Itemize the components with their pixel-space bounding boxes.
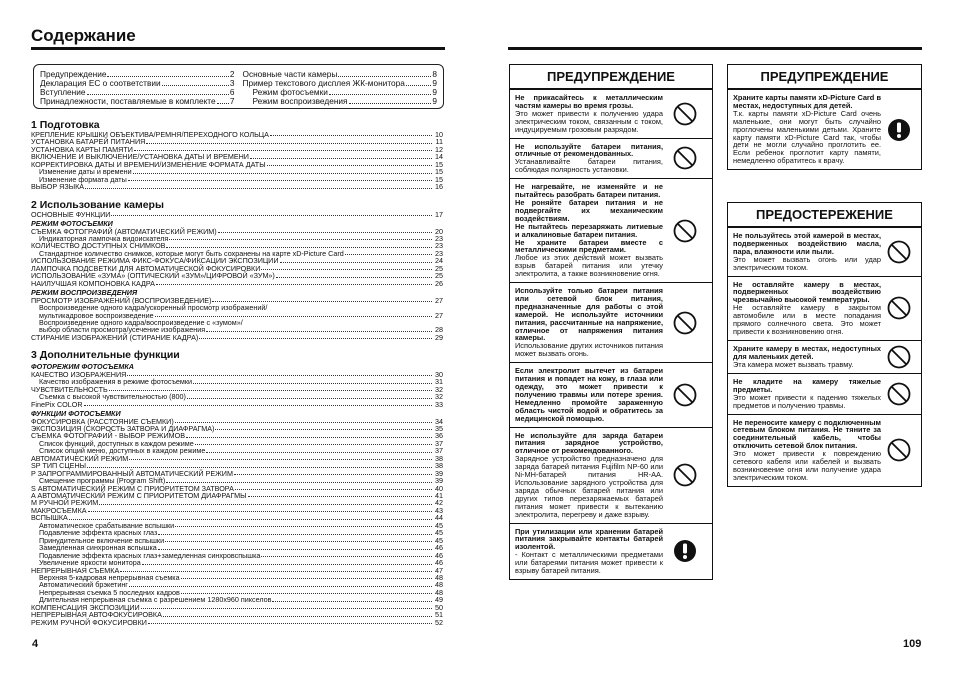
toc-entry-label: S АВТОМАТИЧЕСКИЙ РЕЖИМ С ПРИОРИТЕТОМ ЗАТВОРА xyxy=(31,483,234,493)
dot-leader xyxy=(146,138,432,143)
toc-entry-page: 30 xyxy=(435,369,443,379)
prohibited-icon xyxy=(663,463,707,487)
toc-entry-page: 48 xyxy=(435,587,443,597)
toc-entry-label: Основные части камеры xyxy=(242,69,338,79)
toc-entry-page: 17 xyxy=(435,209,443,219)
exclamation-icon xyxy=(663,539,707,563)
toc-entry-label: АВТОМАТИЧЕСКИЙ РЕЖИМ xyxy=(31,453,129,463)
warning-description: Это может привести к падению тяжелых предметов и получению травмы. xyxy=(733,392,881,410)
dot-leader xyxy=(165,537,432,542)
toc-entry-page: 23 xyxy=(435,233,443,243)
toc-entry-page: 26 xyxy=(435,278,443,288)
toc-entry-label: ВКЛЮЧЕНИЕ И ВЫКЛЮЧЕНИЕ/УСТАНОВКА ДАТЫ И ВРЕМЕНИ xyxy=(31,152,249,162)
toc-entry-page: 37 xyxy=(435,446,443,456)
warning-description: Т.к. карты памяти xD-Picture Card очень маленькие, они могут быть случайно проглочены маленькими детьми. Храните карту памяти xD-Picture Card так, чтобы дети не могли случайно проглотить ее. Если ребенок проглотит карту памяти, немедленно обратитесь к врачу. xyxy=(733,108,881,166)
warning-text xyxy=(515,94,663,134)
toc-entry-label: Подавление эффекта красных глаз xyxy=(39,528,158,538)
toc-entry-page: 40 xyxy=(435,483,443,493)
warning-item xyxy=(510,362,712,426)
dot-leader xyxy=(195,440,432,445)
warning-text xyxy=(515,287,663,358)
toc-entry-label: Список функций, доступных в каждом режиме xyxy=(39,438,194,448)
toc-entry-label: СЪЕМКА ФОТОГРАФИЙ (АВТОМАТИЧЕСКИЙ РЕЖИМ) xyxy=(31,226,217,236)
warning-item xyxy=(728,340,921,373)
exclamation-icon xyxy=(881,118,916,142)
toc-entry-label: Съемка с высокой чувствительностью (800) xyxy=(39,392,186,402)
dot-leader xyxy=(155,312,432,317)
dot-leader xyxy=(206,447,432,452)
warning-description: - Контакт с металлическими предметами или батареями питания может привести к взрыву батарей питания. xyxy=(515,550,663,576)
toc-entry-label: ЭКСПОЗИЦИЯ (СКОРОСТЬ ЗАТВОРА И ДИАФРАГМА) xyxy=(31,423,215,433)
toc-entry-label: Увеличение яркости монитора xyxy=(39,558,141,568)
dot-leader xyxy=(141,604,432,609)
toc-entry-label: КАЧЕСТВО ИЗОБРАЖЕНИЯ xyxy=(31,369,127,379)
toc-entry-label: КОРРЕКТИРОВКА ДАТЫ И ВРЕМЕНИ/ИЗМЕНЕНИЕ ФОРМАТА ДАТЫ xyxy=(31,159,266,169)
prohibited-icon xyxy=(663,311,707,335)
dot-leader xyxy=(163,611,432,616)
toc-entry-label: ЛАМПОЧКА ПОДСВЕТКИ ДЛЯ АВТОМАТИЧЕСКОЙ ФОКУСИРОВКИ xyxy=(31,263,261,273)
toc-entry-page: 6 xyxy=(229,87,235,97)
dot-leader xyxy=(158,529,432,534)
warning-item xyxy=(510,523,712,579)
page-number-left: 4 xyxy=(32,638,39,650)
prohibited-icon xyxy=(663,383,707,407)
section-heading: 3 Дополнительные функции xyxy=(31,349,180,362)
dot-leader xyxy=(87,88,229,95)
box-title: ПРЕДОСТЕРЕЖЕНИЕ xyxy=(728,203,921,227)
toc-entry-page: 28 xyxy=(435,325,443,335)
prohibited-icon xyxy=(663,102,707,126)
warning-heading: Не прикасайтесь к металлическим частям камеры во время грозы. xyxy=(515,93,663,110)
dot-leader xyxy=(217,97,229,104)
toc-entry-label: Принадлежности, поставляемые в комплекте xyxy=(40,96,216,106)
warning-text xyxy=(733,94,881,165)
warning-description: Это может привести к получению удара электрическим током, связанным с током, индуцируемым грозовым разрядом. xyxy=(515,108,663,134)
dot-leader xyxy=(276,272,432,277)
toc-section xyxy=(31,199,443,342)
section-heading: 2 Использование камеры xyxy=(31,198,164,211)
dot-leader xyxy=(267,161,432,166)
toc-entry-page: 39 xyxy=(435,476,443,486)
warning-item xyxy=(728,89,921,169)
dot-leader xyxy=(234,470,432,475)
toc-entry[interactable] xyxy=(31,507,443,514)
dot-leader xyxy=(218,228,432,233)
toc-entry-page: 45 xyxy=(435,528,443,538)
toc-entry-label: M РУЧНОЙ РЕЖИМ xyxy=(31,498,99,508)
toc-entry-page: 52 xyxy=(435,617,443,627)
toc-entry-page: 46 xyxy=(435,543,443,553)
toc-entry-page: 36 xyxy=(435,431,443,441)
toc-entry-page: 20 xyxy=(435,226,443,236)
toc-entry-label: УСТАНОВКА КАРТЫ ПАМЯТИ xyxy=(31,144,133,154)
toc-entry-label: Качество изображения в режиме фотосъемки xyxy=(39,377,193,387)
dot-leader xyxy=(84,401,432,406)
toc-entry-label: КОМПЕНСАЦИЯ ЭКСПОЗИЦИИ xyxy=(31,602,140,612)
warning-heading: Не пытайтесь перезаряжать литиевые и алкалиновые батареи питания. xyxy=(515,221,663,239)
toc-entry-page: 23 xyxy=(435,241,443,251)
toc-entry-page: 12 xyxy=(435,144,443,154)
dot-leader xyxy=(166,477,432,482)
warning-heading: Не кладите на камеру тяжелые предметы. xyxy=(733,376,881,394)
toc-entry-label: НЕПРЕРЫВНАЯ СЪЕМКА xyxy=(31,565,120,575)
prohibited-icon xyxy=(881,240,916,264)
dot-leader xyxy=(406,79,432,86)
dot-leader xyxy=(193,378,432,383)
toc-entry-label: МАКРОСЪЕМКА xyxy=(31,505,87,515)
warning-heading: При утилизации или хранении батарей питания закрывайте контакты батарей изолентой. xyxy=(515,526,663,552)
toc-entry-label: ВЫБОР ЯЗЫКА xyxy=(31,182,85,192)
toc-entry[interactable] xyxy=(31,176,443,183)
warning-text xyxy=(515,367,663,422)
intro-column-left xyxy=(40,70,235,108)
toc-entry-page: 7 xyxy=(229,96,235,106)
toc-entry-label: FinePix COLOR xyxy=(31,399,83,409)
dot-leader xyxy=(270,131,432,136)
toc-entry-label: Замедленная синхронная вспышка xyxy=(39,543,157,553)
toc-entry-label: РЕЖИМ РУЧНОЙ ФОКУСИРОВКИ xyxy=(31,617,147,627)
toc-entry-label: выбор области просмотра/усечение изображения xyxy=(39,325,206,335)
toc-entry-page: 25 xyxy=(435,271,443,281)
warning-heading: Не нагревайте, не изменяйте и не пытайтесь разобрать батареи питания. xyxy=(515,182,663,200)
toc-entry-label: ФУНКЦИИ ФОТОСЪЕМКИ xyxy=(31,409,121,419)
toc-entry-label: ФОКУСИРОВКА (РАССТОЯНИЕ СЪЕМКИ) xyxy=(31,416,174,426)
prohibited-icon xyxy=(881,345,916,369)
toc-entry-label: Непрерывная съемка 5 последних кадров xyxy=(39,587,180,597)
prohibited-icon xyxy=(881,438,916,462)
toc-entry-label: ОСНОВНЫЕ ФУНКЦИИ xyxy=(31,209,111,219)
toc-entry[interactable] xyxy=(31,455,443,462)
warning-text xyxy=(733,419,881,482)
intro-toc-box xyxy=(33,64,444,109)
toc-entry-label: РЕЖИМ ФОТОСЪЕМКИ xyxy=(31,219,113,229)
dot-leader xyxy=(338,70,431,77)
toc-entry-label: ИСПОЛЬЗОВАНИЕ «ЗУМА» (ОПТИЧЕСКИЙ «ЗУМ»/ЦИФРОВОЙ «ЗУМ») xyxy=(31,271,275,281)
toc-entry-label: ВСПЫШКА xyxy=(31,513,68,523)
warning-heading: Не храните батареи вместе с металлическими предметами. xyxy=(515,237,663,255)
warning-description: Зарядное устройство предназначено для заряда батарей питания Fujifilm NP-60 или Ni-MH-батарей питания HR-AA. Использование зарядного устройства для заряда обычных батарей питания или других типов перезаряжаемых батарей питания может привести к вытеканию электролита, перегреву и даже взрыву. xyxy=(515,454,663,519)
toc-entry-page: 32 xyxy=(435,384,443,394)
dot-leader xyxy=(345,250,432,255)
toc-entry[interactable] xyxy=(31,334,443,341)
toc-entry-page: 15 xyxy=(435,174,443,184)
intro-column-right xyxy=(243,70,438,108)
toc-entry-label: Изменение формата даты xyxy=(39,174,127,184)
warning-heading: Храните карты памяти xD-Picture Card в местах, недоступных для детей. xyxy=(733,93,881,110)
dot-leader xyxy=(186,432,432,437)
box-title: ПРЕДУПРЕЖДЕНИЕ xyxy=(728,65,921,89)
toc-entry-label: Предупреждение xyxy=(40,69,107,79)
toc-entry-page: 38 xyxy=(435,461,443,471)
toc-entry-label: ИСПОЛЬЗОВАНИЕ РЕЖИМА ФИКС-ФОКУСА/ФИКСАЦИИ ЭКСПОЗИЦИИ xyxy=(31,256,279,266)
toc-entry-page: 44 xyxy=(435,513,443,523)
toc-entry-label: Режим воспроизведения xyxy=(252,96,348,106)
prohibited-icon xyxy=(663,146,707,170)
toc-entry-page: 38 xyxy=(435,453,443,463)
toc-entry[interactable] xyxy=(31,211,443,218)
dot-leader xyxy=(156,280,432,285)
dot-leader xyxy=(272,596,432,601)
dot-leader xyxy=(158,544,432,549)
toc-entry[interactable] xyxy=(31,499,443,506)
warning-text xyxy=(733,345,881,369)
toc-entry-label: Пример текстового дисплея ЖК-монитора xyxy=(242,78,405,88)
toc-entry-label: Стандартное количество снимков, которые могут быть сохранены на карте xD-Picture Card xyxy=(39,248,344,258)
warning-heading: Не используйте для заряда батареи питания зарядное устройство, отличное от рекомендованного. xyxy=(515,430,663,456)
toc-entry[interactable] xyxy=(40,97,235,106)
toc-entry[interactable] xyxy=(31,393,443,400)
dot-leader xyxy=(175,418,432,423)
dot-leader xyxy=(107,70,228,77)
toc-entry-label: Верхняя 5-кадровая непрерывная съемка xyxy=(39,573,180,583)
toc-entry-page: 23 xyxy=(435,248,443,258)
dot-leader xyxy=(248,492,432,497)
toc-entry-page: 29 xyxy=(435,332,443,342)
dot-leader xyxy=(134,146,432,151)
toc-section xyxy=(31,349,443,626)
dot-leader xyxy=(69,514,432,519)
toc-entry-page: 8 xyxy=(432,69,437,79)
toc-entry[interactable] xyxy=(31,183,443,190)
toc-entry-page: 48 xyxy=(435,580,443,590)
toc-entry-page: 9 xyxy=(432,96,437,106)
warning-box-batteries xyxy=(509,64,713,580)
warning-item xyxy=(510,178,712,282)
toc-entry[interactable] xyxy=(243,97,438,106)
warning-text xyxy=(515,528,663,575)
dot-leader xyxy=(280,257,432,262)
warning-item xyxy=(510,282,712,362)
page-title: Содержание xyxy=(31,26,136,45)
dot-leader xyxy=(128,176,432,181)
dot-leader xyxy=(215,425,432,430)
toc-entry-label: SP ТИП СЦЕНЫ xyxy=(31,461,87,471)
dot-leader xyxy=(329,88,431,95)
dot-leader xyxy=(166,242,432,247)
dot-leader xyxy=(169,235,432,240)
toc-entry-label: Вступление xyxy=(40,87,86,97)
warning-heading: Храните камеру в местах, недоступных для маленьких детей. xyxy=(733,344,881,361)
toc-entry-page: 45 xyxy=(435,520,443,530)
toc-entry-label: мультикадровое воспроизведение xyxy=(39,310,154,320)
warning-heading: Не пользуйтесь этой камерой в местах, подверженных воздействию масла, пара, влажности или пыли. xyxy=(733,231,881,256)
dot-leader xyxy=(235,485,432,490)
toc-entry-page: 46 xyxy=(435,558,443,568)
dot-leader xyxy=(142,559,432,564)
toc-entry-page: 47 xyxy=(435,565,443,575)
warning-item xyxy=(728,414,921,486)
toc-entry-label: Смещение программы (Program Shift) xyxy=(39,476,166,486)
toc-entry-label: Принудительное включение вспышки xyxy=(39,535,165,545)
toc-entry-label: Длительная непрерывная съемка с разрешением 1280x960 пикселов xyxy=(39,595,272,605)
dot-leader xyxy=(261,552,432,557)
toc-entry-page: 49 xyxy=(435,595,443,605)
toc-entry-label: КОЛИЧЕСТВО ДОСТУПНЫХ СНИМКОВ xyxy=(31,241,166,251)
dot-leader xyxy=(250,153,432,158)
caution-box xyxy=(727,202,922,487)
dot-leader xyxy=(261,265,432,270)
header-rule xyxy=(508,47,922,50)
warning-heading: Не оставляйте камеру в местах, подверженных воздействию чрезвычайно высокой температуры. xyxy=(733,279,881,305)
toc-entry-label: Подавление эффекта красных глаз+замедленная синхровспышка xyxy=(39,550,261,560)
toc-entry-label: Воспроизведение одного кадра/воспроизведение с «зумом»/ xyxy=(39,317,243,327)
toc-entry-label: СТИРАНИЕ ИЗОБРАЖЕНИЙ (СТИРАНИЕ КАДРА) xyxy=(31,332,199,342)
prohibited-icon xyxy=(881,296,916,320)
dot-leader xyxy=(127,371,432,376)
dot-leader xyxy=(349,97,432,104)
warning-item xyxy=(728,373,921,414)
toc-entry-page: 14 xyxy=(435,152,443,162)
toc-entry-page: 39 xyxy=(435,468,443,478)
warning-item xyxy=(510,138,712,179)
dot-leader xyxy=(206,326,432,331)
dot-leader xyxy=(120,567,432,572)
dot-leader xyxy=(109,386,432,391)
warning-heading: Не переносите камеру с подключенным сетевым блоком питания. Не тяните за соединительный кабель, чтобы отключить сетевой блок питания. xyxy=(733,417,881,451)
warning-description: Не оставляйте камеру в закрытом автомобиле или в месте попадания прямого солнечного света. Это может привести к возникновению огня. xyxy=(733,303,881,336)
toc-entry-page: 32 xyxy=(435,392,443,402)
warning-text xyxy=(515,143,663,175)
toc-entry-label: ПРОСМОТР ИЗОБРАЖЕНИЙ (ВОСПРОИЗВЕДЕНИЕ) xyxy=(31,295,212,305)
warning-item xyxy=(728,227,921,276)
dot-leader xyxy=(148,619,432,624)
toc-entry-page: 9 xyxy=(432,87,437,97)
toc-entry-label: УСТАНОВКА БАТАРЕЙ ПИТАНИЯ xyxy=(31,137,146,147)
toc-entry-page: 25 xyxy=(435,263,443,273)
section-heading: 1 Подготовка xyxy=(31,119,100,131)
toc-entry-page: 3 xyxy=(229,78,235,88)
toc-entry-page: 50 xyxy=(435,602,443,612)
toc-entry-label: РЕЖИМ ВОСПРОИЗВЕДЕНИЯ xyxy=(31,288,138,298)
warning-text xyxy=(733,378,881,410)
table-of-contents xyxy=(31,119,443,626)
warning-heading: Не роняйте батареи питания и не подвергайте их механическим воздействиям. xyxy=(515,197,663,223)
prohibited-icon xyxy=(881,382,916,406)
toc-entry[interactable] xyxy=(31,280,443,287)
warning-text xyxy=(733,232,881,272)
toc-entry-label: Декларация ЕС о соответствии xyxy=(40,78,161,88)
warning-text xyxy=(733,281,881,336)
dot-leader xyxy=(129,455,432,460)
dot-leader xyxy=(162,79,229,86)
toc-entry-label: ЧУВСТВИТЕЛЬНОСТЬ xyxy=(31,384,108,394)
toc-entry-page: 35 xyxy=(435,423,443,433)
dot-leader xyxy=(88,507,432,512)
toc-entry-page: 48 xyxy=(435,573,443,583)
toc-entry-label: Индикаторная лампочка видоискателя xyxy=(39,233,169,243)
toc-entry-label: НАИЛУЧШАЯ КОМПОНОВКА КАДРА xyxy=(31,278,155,288)
toc-entry-label: Воспроизведение одного кадра/ускоренный просмотр изображений/ xyxy=(39,303,268,313)
warning-item xyxy=(510,89,712,138)
toc-entry-label: Изменение даты и времени xyxy=(39,167,132,177)
toc-entry-label: A АВТОМАТИЧЕСКИЙ РЕЖИМ С ПРИОРИТЕТОМ ДИАФРАГМЫ xyxy=(31,491,247,501)
toc-entry-label: P ЗАПРОГРАММИРОВАННЫЙ АВТОМАТИЧЕСКИЙ РЕЖИМ xyxy=(31,468,233,478)
dot-leader xyxy=(175,522,432,527)
dot-leader xyxy=(199,334,432,339)
toc-entry-page: 43 xyxy=(435,505,443,515)
toc-entry-page: 34 xyxy=(435,416,443,426)
toc-entry-page: 11 xyxy=(435,137,443,147)
toc-entry[interactable] xyxy=(31,619,443,626)
warning-text xyxy=(515,432,663,519)
box-title: ПРЕДУПРЕЖДЕНИЕ xyxy=(510,65,712,89)
prohibited-icon xyxy=(663,219,707,243)
toc-entry-label: Автоматическое срабатывание вспышки xyxy=(39,520,175,530)
warning-description: Любое из этих действий может вызвать взрыв батарей питания или утечку электролита, а также возникновение огня. xyxy=(515,253,663,279)
toc-entry-label: Режим фотосъемки xyxy=(252,87,328,97)
toc-entry-label: Список опций меню, доступных в каждом режиме xyxy=(39,446,206,456)
toc-entry[interactable] xyxy=(31,401,443,408)
toc-entry-page: 51 xyxy=(435,610,443,620)
toc-entry-page: 46 xyxy=(435,550,443,560)
toc-entry-page: 37 xyxy=(435,438,443,448)
dot-leader xyxy=(181,574,432,579)
warning-description: Использование других источников питания может вызвать огонь. xyxy=(515,341,663,359)
toc-entry-page: 45 xyxy=(435,535,443,545)
toc-entry-page: 15 xyxy=(435,159,443,169)
warning-description: Это может вызвать огонь или удар электрическим током. xyxy=(733,254,881,272)
toc-entry-page: 27 xyxy=(435,295,443,305)
toc-entry-label: КРЕПЛЕНИЕ КРЫШКИ ОБЪЕКТИВА/РЕМНЯ/ПЕРЕХОДНОГО КОЛЬЦА xyxy=(31,130,269,139)
dot-leader xyxy=(87,462,432,467)
dot-leader xyxy=(85,183,432,188)
dot-leader xyxy=(133,168,432,173)
toc-entry-label: СЪЕМКА ФОТОГРАФИЙ - ВЫБОР РЕЖИМОВ xyxy=(31,431,185,441)
toc-entry-label: ФОТОРЕЖИМ ФОТОСЪЕМКА xyxy=(31,362,134,372)
toc-entry-label: НЕПРЕРЫВНАЯ АВТОФОКУСИРОВКА xyxy=(31,610,162,620)
toc-entry-page: 9 xyxy=(432,78,437,88)
toc-entry-page: 42 xyxy=(435,498,443,508)
dot-leader xyxy=(99,499,432,504)
warning-heading: Не используйте батареи питания, отличные от рекомендованных. xyxy=(515,141,663,159)
toc-entry-page: 10 xyxy=(435,130,443,139)
page-number-right: 109 xyxy=(903,638,922,650)
warning-item xyxy=(510,427,712,523)
title-rule xyxy=(31,47,445,50)
dot-leader xyxy=(212,297,432,302)
toc-entry-page: 41 xyxy=(435,491,443,501)
warning-description: Устанавливайте батареи питания, соблюдая полярность установки. xyxy=(515,157,663,175)
toc-entry-page: 16 xyxy=(435,182,443,192)
warning-description: Это может привести к повреждению сетевого кабеля или кабелей и вызвать возникновение огня или получение удара электрическим током. xyxy=(733,449,881,482)
toc-entry-page: 33 xyxy=(435,399,443,409)
dot-leader xyxy=(111,211,432,216)
toc-entry-page: 24 xyxy=(435,256,443,266)
toc-entry-page: 27 xyxy=(435,310,443,320)
toc-entry-page: 31 xyxy=(435,377,443,387)
dot-leader xyxy=(129,581,432,586)
warning-text xyxy=(515,183,663,278)
warning-heading: Если электролит вытечет из батареи питания и попадет на кожу, в глаза или одежду, это может привести к получению травмы или потере зрения. Немедленно промойте зараженную область чистой водой и обратитесь за медицинской помощью. xyxy=(515,366,663,423)
dot-leader xyxy=(187,393,432,398)
toc-section xyxy=(31,119,443,191)
warning-box-memory-card xyxy=(727,64,922,170)
warning-description: Эта камера может вызвать травму. xyxy=(733,359,854,369)
toc-entry-page: 2 xyxy=(229,69,235,79)
warning-item xyxy=(728,276,921,340)
warning-heading: Используйте только батареи питания или сетевой блок питания, предназначенные для работы с этой камерой. Не используйте источники питания, рассчитанные на напряжение, отличное от напряжения питания камеры. xyxy=(515,286,663,343)
toc-entry-label: Автоматический брэкетинг xyxy=(39,580,128,590)
toc-entry-page: 15 xyxy=(435,167,443,177)
dot-leader xyxy=(181,589,432,594)
